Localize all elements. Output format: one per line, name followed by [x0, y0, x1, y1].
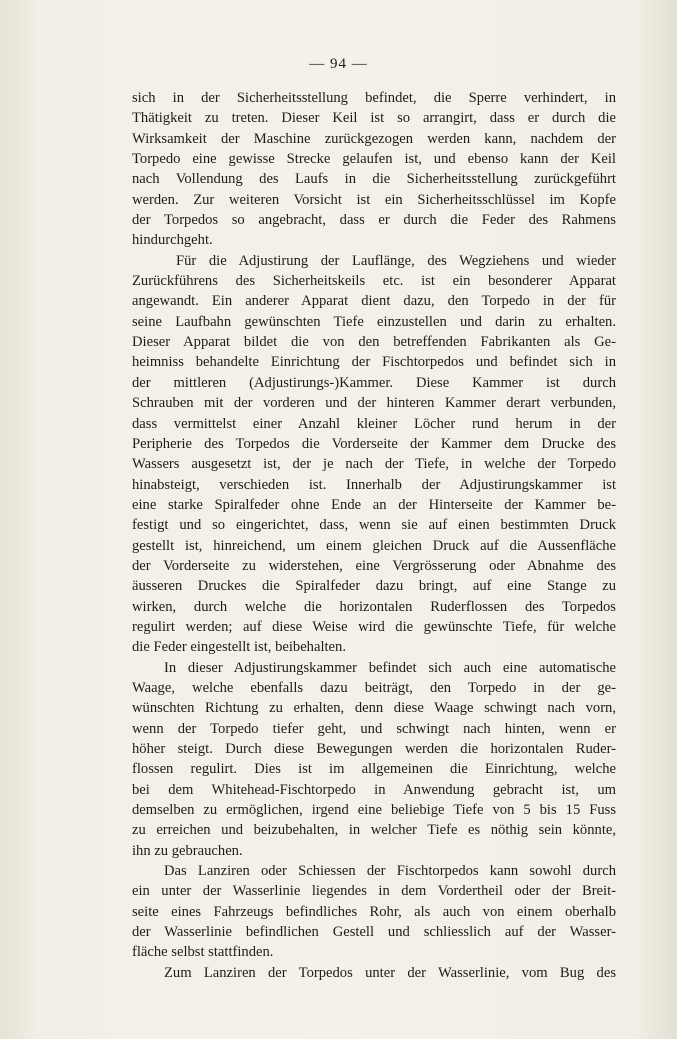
text-line: Zurückführens des Sicherheitskeils etc. ist ein besonderer Apparat — [132, 273, 616, 290]
text-line: hinabsteigt, verschieden ist. Innerhalb der Adjustirungskammer ist — [132, 476, 616, 493]
text-line: sich in der Sicherheitsstellung befindet, die Sperre verhindert, in — [132, 90, 616, 106]
text-line: Für die Adjustirung der Lauflänge, des Wegziehens und wieder — [176, 252, 616, 269]
text-line: werden. Zur weiteren Vorsicht ist ein Sicherheitsschlüssel im Kopfe — [132, 191, 616, 208]
text-line: heimniss behandelte Einrichtung der Fischtorpedos und befindet sich in — [132, 354, 616, 371]
body-text — [132, 88, 616, 983]
paragraph — [132, 963, 616, 983]
text-line: Peripherie des Torpedos die Vorderseite der Kammer dem Drucke des — [132, 435, 616, 452]
text-line: Zum Lanziren der Torpedos unter der Wasserlinie, vom Bug des — [164, 964, 616, 981]
text-line: wünschten Richtung zu erhalten, denn diese Waage schwingt nach vorn, — [132, 700, 616, 717]
text-line: wenn der Torpedo tiefer geht, und schwingt nach hinten, wenn er — [132, 720, 616, 737]
paragraph — [132, 861, 616, 963]
text-line: Das Lanziren oder Schiessen der Fischtorpedos kann sowohl durch — [164, 863, 616, 880]
text-line: zu erreichen und beizubehalten, in welcher Tiefe es nöthig sein könnte, — [132, 822, 616, 839]
paragraph — [132, 658, 616, 861]
text-line: angewandt. Ein anderer Apparat dient dazu, den Torpedo in der für — [132, 293, 616, 310]
text-line: die Feder eingestellt ist, beibehalten. — [132, 639, 346, 656]
text-line: dass vermittelst einer Anzahl kleiner Löcher rund herum in der — [132, 415, 616, 432]
paragraph — [132, 88, 616, 251]
text-line: Waage, welche ebenfalls dazu beiträgt, den Torpedo in der ge- — [132, 679, 616, 696]
text-line: der Wasserlinie befindlichen Gestell und schliesslich auf der Wasser- — [132, 924, 616, 941]
text-line: festigt und so eingerichtet, dass, wenn sie auf einen bestimmten Druck — [132, 517, 616, 534]
text-line: Thätigkeit zu treten. Dieser Keil ist so arrangirt, dass er durch die — [132, 110, 616, 127]
text-line: fläche selbst stattfinden. — [132, 944, 274, 961]
text-line: der mittleren (Adjustirungs-)Kammer. Diese Kammer ist durch — [132, 374, 616, 391]
text-line: nach Vollendung des Laufs in die Sicherheitsstellung zurückgeführt — [132, 171, 616, 188]
text-line: demselben zu ermöglichen, irgend eine beliebige Tiefe von 5 bis 15 Fuss — [132, 802, 616, 819]
text-line: ihn zu gebrauchen. — [132, 842, 243, 859]
text-line: flossen regulirt. Dies ist im allgemeinen die Einrichtung, welche — [132, 761, 616, 778]
text-line: hindurchgeht. — [132, 232, 213, 249]
text-line: Schrauben mit der vorderen und der hinteren Kammer derart verbunden, — [132, 395, 616, 412]
text-line: höher steigt. Durch diese Bewegungen werden die horizontalen Ruder- — [132, 741, 616, 757]
text-line: der Vorderseite zu widerstehen, eine Vergrösserung oder Abnahme des — [132, 557, 616, 574]
text-line: Wassers ausgesetzt ist, der je nach der Tiefe, in welche der Torpedo — [132, 456, 616, 473]
text-line: Wirksamkeit der Maschine zurückgezogen werden kann, nachdem der — [132, 130, 616, 147]
text-line: seite eines Fahrzeugs befindliches Rohr, als auch von einem oberhalb — [132, 903, 616, 920]
paragraph — [132, 251, 616, 658]
text-line: ein unter der Wasserlinie liegendes in dem Vordertheil oder der Breit- — [132, 883, 616, 900]
text-line: regulirt werden; auf diese Weise wird die gewünschte Tiefe, für welche — [132, 618, 616, 635]
text-line: äusseren Druckes die Spiralfeder dazu bringt, auf eine Stange zu — [132, 578, 616, 595]
text-line: gestellt ist, hinreichend, um einem gleichen Druck auf die Aussenfläche — [132, 537, 616, 554]
page-number: — 94 — — [309, 56, 368, 72]
text-line: Torpedo eine gewisse Strecke gelaufen ist, und ebenso kann der Keil — [132, 151, 616, 168]
text-line: eine starke Spiralfeder ohne Ende an der Hinterseite der Kammer be- — [132, 496, 616, 513]
text-line: Dieser Apparat bildet die von den betreffenden Fabrikanten als Ge- — [132, 334, 616, 351]
text-line: seine Laufbahn gewünschten Tiefe einzustellen und darin zu erhalten. — [132, 313, 616, 330]
text-line: wirken, durch welche die horizontalen Ruderflossen des Torpedos — [132, 598, 616, 615]
text-line: bei dem Whitehead-Fischtorpedo in Anwendung gebracht ist, um — [132, 781, 616, 798]
text-line: der Torpedos so angebracht, dass er durch die Feder des Rahmens — [132, 212, 616, 229]
text-line: In dieser Adjustirungskammer befindet sich auch eine automatische — [164, 659, 616, 676]
